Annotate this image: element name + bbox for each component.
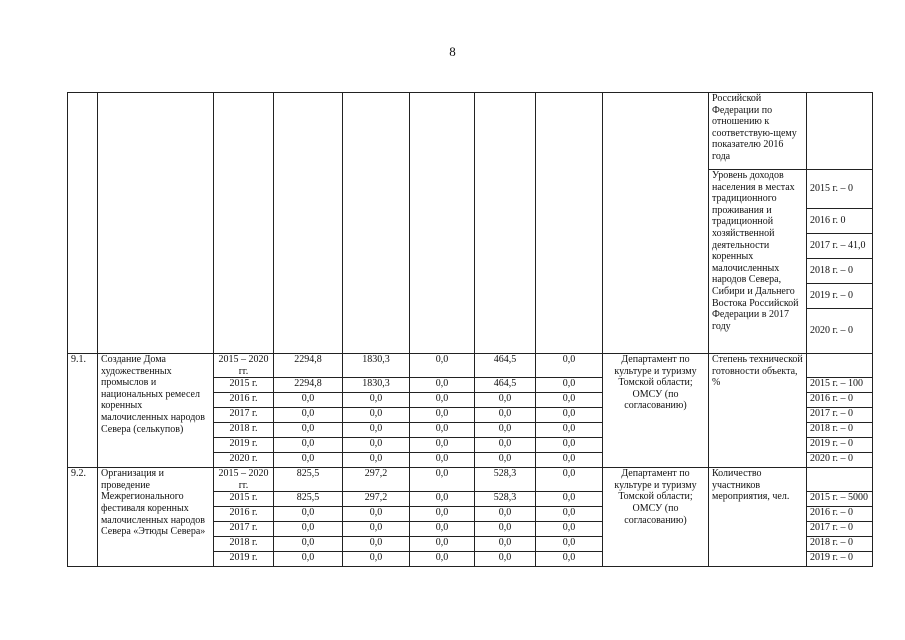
empty-cell — [410, 93, 475, 354]
value-cell: 528,3 — [475, 468, 536, 492]
period-cell: 2017 г. — [214, 522, 274, 537]
target-cell: 2015 г. – 0 — [807, 170, 873, 209]
target-cell: 2019 г. – 0 — [807, 438, 873, 453]
value-cell: 0,0 — [343, 507, 410, 522]
value-cell: 825,5 — [274, 468, 343, 492]
value-cell: 0,0 — [343, 393, 410, 408]
table-row — [68, 354, 873, 378]
value-cell: 0,0 — [475, 423, 536, 438]
value-cell: 0,0 — [475, 393, 536, 408]
period-cell: 2016 г. — [214, 393, 274, 408]
target-cell — [807, 468, 873, 492]
value-cell: 0,0 — [343, 552, 410, 567]
target-cell: 2017 г. – 41,0 — [807, 234, 873, 259]
value-cell: 0,0 — [410, 468, 475, 492]
value-cell: 0,0 — [475, 408, 536, 423]
value-cell: 0,0 — [536, 552, 603, 567]
period-cell: 2016 г. — [214, 507, 274, 522]
empty-cell — [603, 93, 709, 354]
value-cell: 0,0 — [343, 438, 410, 453]
period-cell: 2018 г. — [214, 537, 274, 552]
value-cell: 0,0 — [410, 552, 475, 567]
empty-cell — [214, 93, 274, 354]
indicator-cell: Уровень доходов населения в местах традиционного проживания и традиционной хозяйственной деятельности коренных малочисленных народов Севера, Сибири и Дальнего Востока Российской Федерации в 2017 году — [709, 170, 807, 354]
value-cell: 0,0 — [410, 408, 475, 423]
executor-cell: Департамент по культуре и туризму Томской области; ОМСУ (по согласованию) — [603, 468, 709, 567]
value-cell: 0,0 — [536, 522, 603, 537]
value-cell: 825,5 — [274, 492, 343, 507]
value-cell: 0,0 — [536, 408, 603, 423]
value-cell: 0,0 — [410, 354, 475, 378]
period-cell: 2018 г. — [214, 423, 274, 438]
value-cell: 0,0 — [536, 423, 603, 438]
value-cell: 0,0 — [410, 492, 475, 507]
value-cell: 0,0 — [274, 522, 343, 537]
value-cell: 0,0 — [274, 552, 343, 567]
value-cell: 297,2 — [343, 468, 410, 492]
value-cell: 0,0 — [274, 438, 343, 453]
value-cell: 2294,8 — [274, 378, 343, 393]
item-number: 9.1. — [68, 354, 98, 468]
value-cell: 2294,8 — [274, 354, 343, 378]
value-cell: 0,0 — [274, 537, 343, 552]
indicator-cell: Степень технической готовности объекта, % — [709, 354, 807, 468]
target-cell: 2015 г. – 5000 — [807, 492, 873, 507]
value-cell: 0,0 — [536, 453, 603, 468]
value-cell: 0,0 — [475, 507, 536, 522]
value-cell: 0,0 — [536, 378, 603, 393]
period-cell: 2015 г. — [214, 378, 274, 393]
target-cell: 2015 г. – 100 — [807, 378, 873, 393]
empty-cell — [68, 93, 98, 354]
page-number: 8 — [449, 44, 456, 59]
value-cell: 0,0 — [410, 378, 475, 393]
target-cell — [807, 93, 873, 170]
table-row — [68, 93, 873, 170]
target-cell: 2020 г. – 0 — [807, 453, 873, 468]
target-cell: 2019 г. – 0 — [807, 284, 873, 309]
target-cell: 2018 г. – 0 — [807, 423, 873, 438]
item-number: 9.2. — [68, 468, 98, 567]
table-row — [68, 468, 873, 492]
value-cell: 1830,3 — [343, 354, 410, 378]
target-cell: 2017 г. – 0 — [807, 522, 873, 537]
value-cell: 0,0 — [475, 537, 536, 552]
value-cell: 464,5 — [475, 354, 536, 378]
target-cell: 2020 г. – 0 — [807, 309, 873, 354]
value-cell: 0,0 — [410, 507, 475, 522]
target-cell: 2019 г. – 0 — [807, 552, 873, 567]
period-cell: 2019 г. — [214, 438, 274, 453]
value-cell: 0,0 — [410, 393, 475, 408]
value-cell: 0,0 — [343, 408, 410, 423]
value-cell: 0,0 — [343, 522, 410, 537]
value-cell: 0,0 — [536, 537, 603, 552]
empty-cell — [98, 93, 214, 354]
value-cell: 0,0 — [343, 423, 410, 438]
period-cell: 2020 г. — [214, 453, 274, 468]
target-cell: 2018 г. – 0 — [807, 537, 873, 552]
program-table — [67, 92, 873, 567]
period-cell: 2017 г. — [214, 408, 274, 423]
value-cell: 0,0 — [343, 537, 410, 552]
value-cell: 0,0 — [475, 522, 536, 537]
empty-cell — [274, 93, 343, 354]
target-cell: 2018 г. – 0 — [807, 259, 873, 284]
period-cell: 2015 г. — [214, 492, 274, 507]
value-cell: 0,0 — [274, 393, 343, 408]
target-cell — [807, 354, 873, 378]
value-cell: 0,0 — [536, 492, 603, 507]
value-cell: 0,0 — [475, 453, 536, 468]
value-cell: 0,0 — [475, 552, 536, 567]
target-cell: 2016 г. – 0 — [807, 393, 873, 408]
item-name: Организация и проведение Межрегионального фестиваля коренных малочисленных народов Севера «Этюды Севера» — [98, 468, 214, 567]
value-cell: 528,3 — [475, 492, 536, 507]
value-cell: 0,0 — [343, 453, 410, 468]
value-cell: 0,0 — [274, 423, 343, 438]
value-cell: 0,0 — [536, 507, 603, 522]
value-cell: 0,0 — [536, 468, 603, 492]
item-name: Создание Дома художественных промыслов и национальных ремесел коренных малочисленных народов Севера (селькупов) — [98, 354, 214, 468]
value-cell: 0,0 — [410, 453, 475, 468]
table-body — [68, 93, 873, 567]
target-cell: 2016 г. 0 — [807, 209, 873, 234]
period-cell: 2015 – 2020 гг. — [214, 468, 274, 492]
period-cell: 2015 – 2020 гг. — [214, 354, 274, 378]
empty-cell — [536, 93, 603, 354]
value-cell: 0,0 — [475, 438, 536, 453]
value-cell: 0,0 — [410, 438, 475, 453]
value-cell: 0,0 — [274, 453, 343, 468]
target-cell: 2017 г. – 0 — [807, 408, 873, 423]
value-cell: 0,0 — [274, 507, 343, 522]
target-cell: 2016 г. – 0 — [807, 507, 873, 522]
value-cell: 464,5 — [475, 378, 536, 393]
value-cell: 0,0 — [410, 423, 475, 438]
executor-cell: Департамент по культуре и туризму Томской области; ОМСУ (по согласованию) — [603, 354, 709, 468]
value-cell: 0,0 — [274, 408, 343, 423]
period-cell: 2019 г. — [214, 552, 274, 567]
value-cell: 0,0 — [536, 438, 603, 453]
value-cell: 1830,3 — [343, 378, 410, 393]
value-cell: 0,0 — [536, 393, 603, 408]
value-cell: 0,0 — [410, 522, 475, 537]
value-cell: 297,2 — [343, 492, 410, 507]
value-cell: 0,0 — [410, 537, 475, 552]
empty-cell — [475, 93, 536, 354]
value-cell: 0,0 — [536, 354, 603, 378]
indicator-cell: Количество участников мероприятия, чел. — [709, 468, 807, 567]
empty-cell — [343, 93, 410, 354]
indicator-cell: Российской Федерации по отношению к соответствую-щему показателю 2016 года — [709, 93, 807, 170]
